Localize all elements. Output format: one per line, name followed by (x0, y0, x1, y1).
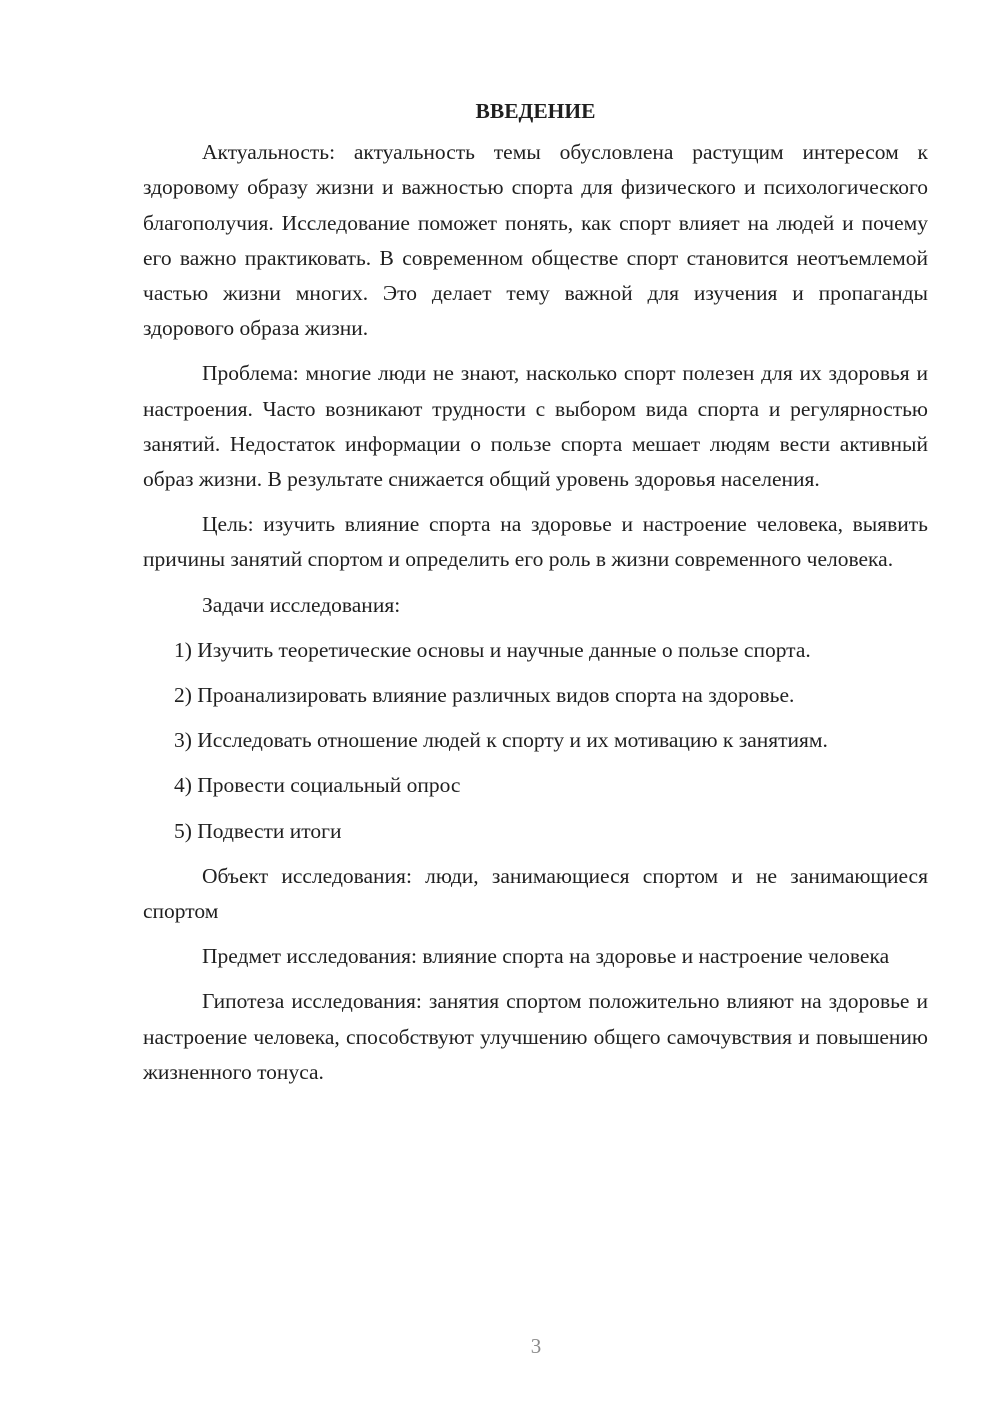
task-item: 3) Исследовать отношение людей к спорту и их мотивацию к занятиям. (174, 728, 828, 753)
relevance-paragraph: Актуальность: актуальность темы обусловлена растущим интересом к здоровому образу жизни и важностью спорта для физического и психологического благополучия. Исследование поможет понять, как спорт влияет на людей и почему его важно практиковать. В современном обществе спорт становится неотъемлемой частью жизни многих. Это делает тему важной для изучения и пропаганды здорового образа жизни. (143, 140, 928, 341)
page-number: 3 (530, 1334, 542, 1358)
problem-paragraph: Проблема: многие люди не знают, насколько спорт полезен для их здоровья и настроения. Часто возникают трудности с выбором вида спорта и регулярностью занятий. Недостаток информации о пользе спорта мешает людям вести активный образ жизни. В результате снижается общий уровень здоровья населения. (143, 361, 928, 492)
tasks-heading: Задачи исследования: (202, 592, 401, 617)
task-item: 4) Провести социальный опрос (174, 773, 461, 798)
goal-paragraph: Цель: изучить влияние спорта на здоровье и настроение человека, выявить причины занятий спортом и определить его роль в жизни современного человека. (143, 512, 928, 572)
object-paragraph: Объект исследования: люди, занимающиеся спортом и не занимающиеся спортом (143, 863, 928, 924)
page-content (143, 94, 928, 1100)
task-item: 2) Проанализировать влияние различных видов спорта на здоровье. (174, 683, 795, 708)
section-title: ВВЕДЕНИЕ (475, 99, 596, 123)
subject-paragraph: Предмет исследования: влияние спорта на здоровье и настроение человека (202, 944, 890, 969)
hypothesis-paragraph: Гипотеза исследования: занятия спортом положительно влияют на здоровье и настроение человека, способствуют улучшению общего самочувствия и повышению жизненного тонуса. (143, 989, 928, 1084)
task-item: 5) Подвести итоги (174, 818, 342, 843)
task-item: 1) Изучить теоретические основы и научные данные о пользе спорта. (174, 637, 811, 662)
